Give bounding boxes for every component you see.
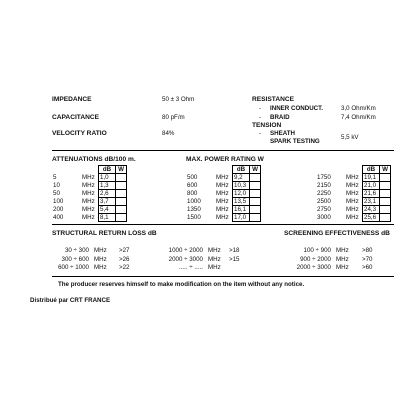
db-value: 19,1: [363, 174, 380, 182]
db-value: 8,1: [99, 214, 116, 222]
frequency: 1500: [187, 214, 201, 221]
w-value: [380, 182, 391, 190]
table-row: [52, 198, 127, 206]
inner-conductor-value: 3,0 Ohm/Km: [341, 105, 376, 112]
unit: MHz: [346, 206, 359, 213]
table-row: [316, 206, 391, 214]
range: 600 ÷ 1000: [58, 264, 89, 271]
frequency: 400: [53, 214, 64, 221]
unit: MHz: [216, 198, 229, 205]
inner-dash: -: [259, 105, 262, 112]
w-value: [380, 174, 391, 182]
braid-label: BRAID: [270, 114, 290, 121]
db-value: 1,3: [99, 182, 116, 190]
distributor-text: Distribué par CRT FRANCE: [30, 297, 111, 304]
range: 1000 ÷ 2000: [168, 247, 203, 254]
freq-header-spacer: [316, 166, 345, 174]
unit: MHz: [208, 255, 221, 263]
sheath-label: SHEATH: [270, 130, 295, 137]
table-row: [186, 182, 261, 190]
db-value: 1,0: [99, 174, 116, 182]
w-value: [380, 190, 391, 198]
w-value: [116, 174, 127, 182]
w-value: [380, 214, 391, 222]
unit: MHz: [346, 174, 359, 181]
frequency: 2500: [317, 198, 331, 205]
range: 30 ÷ 300: [64, 247, 89, 254]
db-value: 12,0: [233, 190, 250, 198]
db-header: dB: [363, 166, 380, 174]
threshold: >22: [119, 264, 130, 271]
braid-value: 7,4 Ohm/Km: [341, 114, 376, 121]
w-value: [380, 198, 391, 206]
table-row: [52, 182, 127, 190]
power-title: MAX. POWER RATING W: [186, 156, 264, 163]
db-value: 23,1: [363, 198, 380, 206]
table-row: [52, 190, 127, 198]
frequency: 10: [53, 182, 60, 189]
inner-conductor-label: INNER CONDUCT.: [270, 105, 323, 112]
threshold: >26: [119, 255, 130, 263]
unit: MHz: [346, 198, 359, 205]
resistance-label: RESISTANCE: [252, 96, 295, 103]
unit: MHz: [216, 174, 229, 181]
w-value: [250, 214, 261, 222]
threshold: >80: [362, 247, 373, 254]
table-row: [316, 214, 391, 222]
threshold: >15: [229, 255, 240, 263]
w-header: W: [380, 166, 391, 174]
db-value: 21,0: [363, 182, 380, 190]
range: 2000 ÷ 3000: [168, 255, 203, 263]
return-loss-title: STRUCTURAL RETURN LOSS dB: [52, 230, 157, 237]
unit-header-spacer: [345, 166, 363, 174]
range: 900 ÷ 2000: [300, 255, 331, 263]
threshold: >70: [362, 255, 373, 263]
frequency: 5: [53, 174, 57, 181]
unit: MHz: [336, 247, 349, 254]
table-row: [316, 190, 391, 198]
threshold: >18: [229, 247, 240, 254]
w-header: W: [250, 166, 261, 174]
frequency: 50: [53, 190, 60, 197]
range: 100 ÷ 900: [303, 247, 331, 254]
frequency: 1350: [187, 206, 201, 213]
unit: MHz: [94, 255, 107, 263]
attenuation-title: ATTENUATIONS dB/100 m.: [52, 156, 136, 163]
w-header: W: [116, 166, 127, 174]
capacitance-label: CAPACITANCE: [52, 114, 100, 121]
w-value: [116, 214, 127, 222]
table-row: [316, 174, 391, 182]
db-value: 3,7: [99, 198, 116, 206]
frequency: 600: [187, 182, 198, 189]
impedance-label: IMPEDANCE: [52, 96, 92, 103]
frequency: 1750: [317, 174, 331, 181]
notice-text: The producer reserves himself to make modification on the item without any notice.: [58, 281, 305, 288]
db-value: 13,5: [233, 198, 250, 206]
db-value: 25,6: [363, 214, 380, 222]
table-row: [316, 198, 391, 206]
w-value: [250, 190, 261, 198]
velocity-value: 84%: [162, 130, 175, 137]
divider-middle: [52, 224, 394, 225]
range: ..... ÷ .....: [178, 264, 203, 271]
table-row: [316, 182, 391, 190]
w-value: [250, 198, 261, 206]
unit-header-spacer: [215, 166, 233, 174]
w-value: [116, 182, 127, 190]
db-value: 5,4: [99, 206, 116, 214]
threshold: >60: [362, 264, 373, 271]
table-row: [186, 174, 261, 182]
unit: MHz: [346, 214, 359, 221]
unit: MHz: [216, 182, 229, 189]
unit: MHz: [216, 214, 229, 221]
unit: MHz: [82, 198, 95, 205]
unit: MHz: [82, 182, 95, 189]
unit: MHz: [208, 264, 221, 271]
frequency: 800: [187, 190, 198, 197]
db-value: 2,6: [99, 190, 116, 198]
divider-top: [52, 150, 394, 151]
screening-title: SCREENING EFFECTIVENESS dB: [284, 230, 390, 237]
tension-label: TENSION: [252, 122, 282, 129]
db-value: 24,3: [363, 206, 380, 214]
impedance-value: 50 ± 3 Ohm: [162, 96, 195, 103]
attenuation-table: [52, 165, 127, 222]
w-value: [380, 206, 391, 214]
unit: MHz: [82, 214, 95, 221]
unit: MHz: [82, 206, 95, 213]
range: 300 ÷ 600: [61, 255, 89, 263]
unit: MHz: [336, 264, 349, 271]
table-row: [186, 214, 261, 222]
threshold: >27: [119, 247, 130, 254]
table-row: [186, 198, 261, 206]
w-value: [250, 206, 261, 214]
power-table-right: [316, 165, 391, 222]
unit: MHz: [94, 247, 107, 254]
velocity-label: VELOCITY RATIO: [52, 130, 107, 137]
table-row: [52, 214, 127, 222]
w-value: [250, 174, 261, 182]
db-header: dB: [233, 166, 250, 174]
range: 2000 ÷ 3000: [296, 264, 331, 271]
unit: MHz: [82, 190, 95, 197]
braid-dash: -: [259, 114, 262, 121]
capacitance-value: 80 pF/m: [162, 114, 185, 121]
frequency: 200: [53, 206, 64, 213]
frequency: 2150: [317, 182, 331, 189]
sheath-dash: -: [259, 130, 262, 137]
unit: MHz: [208, 247, 221, 254]
w-value: [250, 182, 261, 190]
unit: MHz: [82, 174, 95, 181]
spark-testing-label: SPARK TESTING: [270, 138, 320, 145]
power-table-left: [186, 165, 261, 222]
frequency: 2250: [317, 190, 331, 197]
tension-value: 5,5 kV: [341, 134, 359, 141]
db-value: 10,3: [233, 182, 250, 190]
table-row: [52, 174, 127, 182]
frequency: 100: [53, 198, 64, 205]
unit-header-spacer: [81, 166, 99, 174]
frequency: 500: [187, 174, 198, 181]
freq-header-spacer: [186, 166, 215, 174]
divider-bottom: [52, 276, 394, 277]
unit: MHz: [346, 182, 359, 189]
unit: MHz: [346, 190, 359, 197]
db-value: 9,2: [233, 174, 250, 182]
table-row: [52, 206, 127, 214]
w-value: [116, 198, 127, 206]
table-row: [186, 190, 261, 198]
unit: MHz: [216, 206, 229, 213]
w-value: [116, 190, 127, 198]
db-value: 21,6: [363, 190, 380, 198]
table-row: [186, 206, 261, 214]
freq-header-spacer: [52, 166, 81, 174]
frequency: 1000: [187, 198, 201, 205]
w-value: [116, 206, 127, 214]
unit: MHz: [336, 255, 349, 263]
db-value: 16,1: [233, 206, 250, 214]
db-header: dB: [99, 166, 116, 174]
unit: MHz: [216, 190, 229, 197]
db-value: 17,0: [233, 214, 250, 222]
frequency: 2750: [317, 206, 331, 213]
unit: MHz: [94, 264, 107, 271]
frequency: 3000: [317, 214, 331, 221]
